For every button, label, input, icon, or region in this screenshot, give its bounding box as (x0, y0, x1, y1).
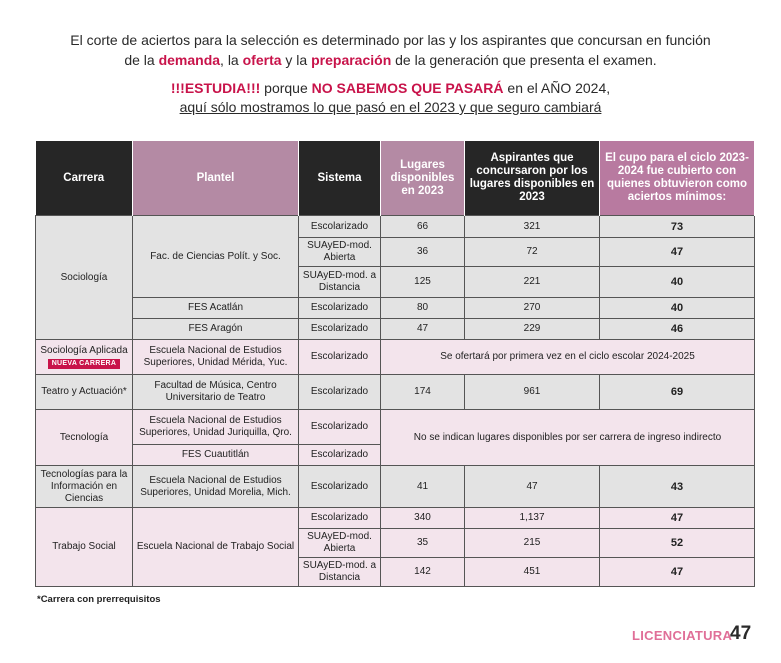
intro-text-part: , la (220, 52, 243, 68)
aspirantes-cell: 72 (465, 238, 600, 267)
plantel-cuautitlan: FES Cuautitlán (133, 445, 299, 466)
keyword-oferta: oferta (242, 52, 282, 68)
admissions-table (35, 141, 755, 587)
aspirantes-cell: 961 (465, 375, 600, 410)
carrera-label: Sociología Aplicada (40, 345, 128, 356)
sistema-cell: Escolarizado (299, 508, 381, 529)
sistema-cell: Escolarizado (299, 216, 381, 238)
carrera-sociologia-aplicada (36, 340, 133, 375)
intro-text-part: y la (281, 52, 312, 68)
intro-text-part: porque (260, 80, 312, 96)
table-row (36, 410, 755, 445)
new-career-badge: NUEVA CARRERA (48, 359, 121, 369)
aciertos-cell: 47 (600, 558, 755, 587)
sistema-cell: Escolarizado (299, 466, 381, 508)
aspirantes-cell: 1,137 (465, 508, 600, 529)
aspirantes-cell: 47 (465, 466, 600, 508)
footer-section-label: LICENCIATURA (632, 628, 733, 643)
lugares-cell: 36 (381, 238, 465, 267)
sistema-cell: Escolarizado (299, 375, 381, 410)
sistema-cell: Escolarizado (299, 445, 381, 466)
new-offer-note: Se ofertará por primera vez en el ciclo escolar 2024-2025 (381, 340, 755, 375)
intro-line-1: El corte de aciertos para la selección es determinado por las y los aspirantes que concursan en función (70, 32, 711, 48)
lugares-cell: 125 (381, 267, 465, 298)
plantel-aragon: FES Aragón (133, 319, 299, 340)
plantel-ents: Escuela Nacional de Trabajo Social (133, 508, 299, 587)
header-aspirantes: Aspirantes que concursaron por los lugares disponibles en 2023 (465, 141, 600, 216)
sistema-cell: Escolarizado (299, 319, 381, 340)
table-row (36, 466, 755, 508)
lugares-cell: 66 (381, 216, 465, 238)
header-cupo: El cupo para el ciclo 2023-2024 fue cubierto con quienes obtuvieron como aciertos mínimos: (600, 141, 755, 216)
keyword-preparacion: preparación (311, 52, 392, 68)
carrera-trabajo-social: Trabajo Social (36, 508, 133, 587)
intro-text-part: de la generación que presenta el examen. (391, 52, 657, 68)
aciertos-cell: 40 (600, 298, 755, 319)
lugares-cell: 47 (381, 319, 465, 340)
sistema-cell: SUAyED-mod. a Distancia (299, 558, 381, 587)
aciertos-cell: 47 (600, 238, 755, 267)
sistema-cell: Escolarizado (299, 410, 381, 445)
no-sabemos-callout: NO SABEMOS QUE PASARÁ (311, 80, 504, 96)
page-number: 47 (730, 623, 752, 644)
carrera-tic: Tecnologías para la Información en Ciencias (36, 466, 133, 508)
aciertos-cell: 52 (600, 529, 755, 558)
aspirantes-cell: 270 (465, 298, 600, 319)
plantel-musica: Facultad de Música, Centro Universitario de Teatro (133, 375, 299, 410)
sistema-cell: Escolarizado (299, 298, 381, 319)
header-carrera: Carrera (36, 141, 133, 216)
sistema-cell: SUAyED-mod. a Distancia (299, 267, 381, 298)
warning-line-1 (0, 79, 781, 98)
aspirantes-cell: 221 (465, 267, 600, 298)
aciertos-cell: 46 (600, 319, 755, 340)
plantel-juriquilla: Escuela Nacional de Estudios Superiores, Unidad Juriquilla, Qro. (133, 410, 299, 445)
table-row (36, 298, 755, 319)
aspirantes-cell: 215 (465, 529, 600, 558)
intro-line-2 (0, 50, 781, 70)
aspirantes-cell: 229 (465, 319, 600, 340)
table-row (36, 340, 755, 375)
intro-warning (0, 79, 781, 117)
lugares-cell: 174 (381, 375, 465, 410)
header-plantel: Plantel (133, 141, 299, 216)
lugares-cell: 35 (381, 529, 465, 558)
table-row (36, 375, 755, 410)
plantel-morelia: Escuela Nacional de Estudios Superiores, Unidad Morelia, Mich. (133, 466, 299, 508)
plantel-fcpys: Fac. de Ciencias Polít. y Soc. (133, 216, 299, 298)
aciertos-cell: 73 (600, 216, 755, 238)
sistema-cell: Escolarizado (299, 340, 381, 375)
table-row (36, 216, 755, 238)
intro-text-part: de la (124, 52, 159, 68)
lugares-cell: 142 (381, 558, 465, 587)
indirect-entry-note: No se indican lugares disponibles por ser carrera de ingreso indirecto (381, 410, 755, 466)
lugares-cell: 340 (381, 508, 465, 529)
prerequisite-note: *Carrera con prerrequisitos (37, 594, 161, 605)
warning-line-2: aquí sólo mostramos lo que pasó en el 2023 y que seguro cambiará (179, 99, 602, 115)
aspirantes-cell: 321 (465, 216, 600, 238)
table-header-row (36, 141, 755, 216)
aciertos-cell: 47 (600, 508, 755, 529)
aciertos-cell: 69 (600, 375, 755, 410)
sistema-cell: SUAyED-mod. Abierta (299, 529, 381, 558)
keyword-demanda: demanda (158, 52, 221, 68)
intro-text (0, 30, 781, 70)
plantel-acatlan: FES Acatlán (133, 298, 299, 319)
plantel-merida: Escuela Nacional de Estudios Superiores, Unidad Mérida, Yuc. (133, 340, 299, 375)
sistema-cell: SUAyED-mod. Abierta (299, 238, 381, 267)
lugares-cell: 80 (381, 298, 465, 319)
carrera-sociologia: Sociología (36, 216, 133, 340)
header-lugares: Lugares disponibles en 2023 (381, 141, 465, 216)
carrera-teatro: Teatro y Actuación* (36, 375, 133, 410)
aspirantes-cell: 451 (465, 558, 600, 587)
header-sistema: Sistema (299, 141, 381, 216)
carrera-tecnologia: Tecnología (36, 410, 133, 466)
estudia-callout: !!!ESTUDIA!!! (170, 80, 261, 96)
table-row (36, 508, 755, 529)
aciertos-cell: 43 (600, 466, 755, 508)
lugares-cell: 41 (381, 466, 465, 508)
intro-text-part: en el AÑO 2024, (503, 80, 611, 96)
table-row (36, 319, 755, 340)
aciertos-cell: 40 (600, 267, 755, 298)
